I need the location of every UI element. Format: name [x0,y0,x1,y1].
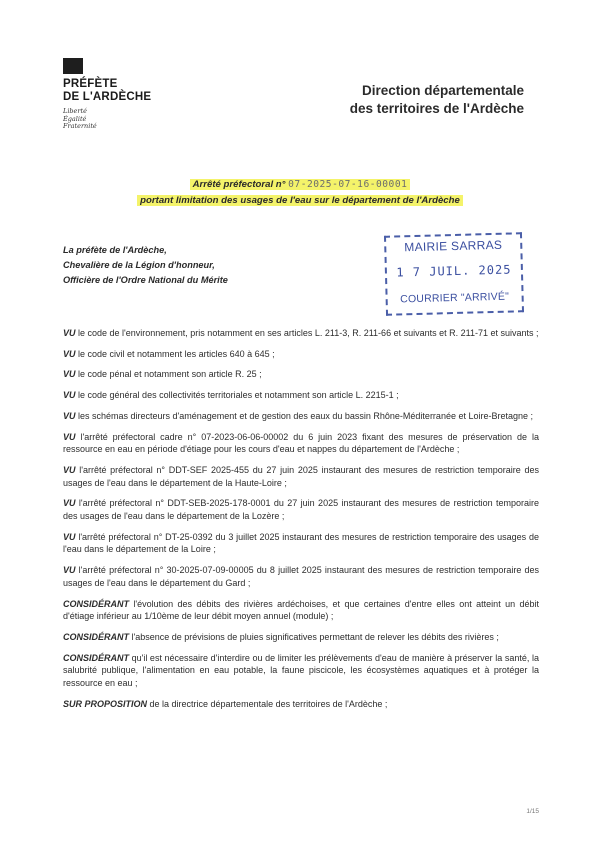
motto-liberte: Liberté [63,107,87,115]
recital-paragraph [63,348,539,361]
recital-keyword: VU [63,390,76,401]
recital-paragraph [63,464,539,489]
prefect-block [63,243,228,288]
recital-text: l'arrêté préfectoral n° 30-2025-07-09-00005 du 8 juillet 2025 instaurant des mesures de restriction temporaire des usages de l'eau dans le département du Gard ; [63,565,539,588]
page-number: 1/15 [526,808,539,815]
recital-text: l'arrêté préfectoral n° DDT-SEB-2025-178-0001 du 27 juin 2025 instaurant des mesures de restriction temporaire des usages de l'eau dans le département de la Lozère ; [63,498,539,522]
direction-line-2: des territoires de l'Ardèche [349,101,524,116]
considering-keyword: CONSIDÉRANT [63,631,130,642]
prefecture-logo-text [63,78,151,104]
recital-text: l'arrêté préfectoral n° DDT-SEF 2025-455 du 27 juin 2025 instaurant des mesures de restriction temporaire des usages de l'eau dans le département de la Haute-Loire ; [63,464,539,488]
considering-paragraph [63,598,539,623]
decree-title-line-2 [100,193,500,209]
stamp-date: 1 7 JUIL. 2025 [396,262,512,280]
direction-line-1: Direction départementale [361,83,524,98]
recital-paragraph [63,368,539,381]
recital-paragraph [63,564,539,589]
considering-keyword: CONSIDÉRANT [63,652,130,663]
recital-keyword: VU [63,565,76,576]
proposal-paragraph [63,698,539,711]
recital-keyword: VU [63,410,76,421]
recital-keyword: VU [63,369,76,380]
decree-title [100,177,500,209]
recital-paragraph [63,431,539,456]
logo-line-1: PRÉFÈTE [63,78,118,90]
recital-text: l'arrêté préfectoral cadre n° 07-2023-06-06-00002 du 6 juin 2023 fixant des mesures de préservation de la ressource en eau en période d'étiage pour les cours d'eau et nappes du département de l'Ardèche ; [63,431,539,455]
considering-text: qu'il est nécessaire d'interdire ou de limiter les prélèvements d'eau de manière à préserver la santé, la salubrité publique, l'alimentation en eau potable, la faune piscicole, les écosystèmes aquatiques et à protéger la ressource en eau ; [63,652,539,689]
marianne-logo [63,58,83,74]
considering-keyword: CONSIDÉRANT [63,598,130,609]
considering-text: l'absence de prévisions de pluies significatives permettant de relever les débits des rivières ; [129,631,499,642]
considering-paragraph [63,631,539,644]
recital-text: le code pénal et notamment son article R. 25 ; [75,369,262,380]
considering-text: l'évolution des débits des rivières ardéchoises, et que certaines d'entre elles ont atteint un débit d'étiage inférieur au 1/10ème de leur débit moyen annuel (module) ; [63,598,539,622]
recital-paragraph [63,327,539,340]
recital-paragraph [63,531,539,556]
recital-paragraph [63,410,539,423]
recital-text: les schémas directeurs d'aménagement et de gestion des eaux du bassin Rhône-Méditerranée et Loire-Bretagne ; [75,410,533,421]
decree-number-handwritten: 07-2025-07-16-00001 [288,179,408,190]
recital-paragraph [63,389,539,402]
recital-keyword: VU [63,328,76,338]
recital-paragraph [63,497,539,522]
recital-keyword: VU [63,431,76,442]
decree-title-line-1 [100,177,500,193]
decree-subject: portant limitation des usages de l'eau sur le département de l'Ardèche [137,195,463,206]
recital-text: le code civil et notamment les articles 640 à 645 ; [75,348,275,359]
recital-text: le code de l'environnement, pris notamment en ses articles L. 211-3, R. 211-66 et suivants et R. 211-71 et suivants ; [75,328,539,338]
stamp-mairie: MAIRIE SARRAS [404,237,503,255]
prefect-title: La préfète de l'Ardèche, [63,245,167,255]
proposal-keyword: SUR PROPOSITION [63,698,148,709]
recital-keyword: VU [63,531,76,542]
recital-keyword: VU [63,348,76,359]
motto-fraternite: Fraternité [63,122,97,130]
decree-label: Arrêté préfectoral n° [192,179,286,190]
recital-text: le code général des collectivités territoriales et notamment son article L. 2215-1 ; [75,390,399,401]
recital-keyword: VU [63,464,76,475]
motto-egalite: Égalité [63,114,87,123]
recital-text: l'arrêté préfectoral n° DT-25-0392 du 3 juillet 2025 instaurant des mesures de restriction temporaire des usages de l'eau dans le département de la Loire ; [63,531,539,555]
proposal-text: de la directrice départementale des territoires de l'Ardèche ; [147,698,388,709]
decree-body [63,327,539,718]
considering-paragraph [63,652,539,690]
reception-stamp [384,232,524,316]
recital-keyword: VU [63,498,76,509]
republic-motto [63,108,97,131]
stamp-courrier: COURRIER "ARRIVÉ" [400,290,510,306]
prefect-honour-1: Chevalière de la Légion d'honneur, [63,260,215,270]
prefect-honour-2: Officière de l'Ordre National du Mérite [63,275,228,285]
logo-line-2: DE L'ARDÈCHE [63,91,152,103]
issuing-direction [350,82,524,118]
